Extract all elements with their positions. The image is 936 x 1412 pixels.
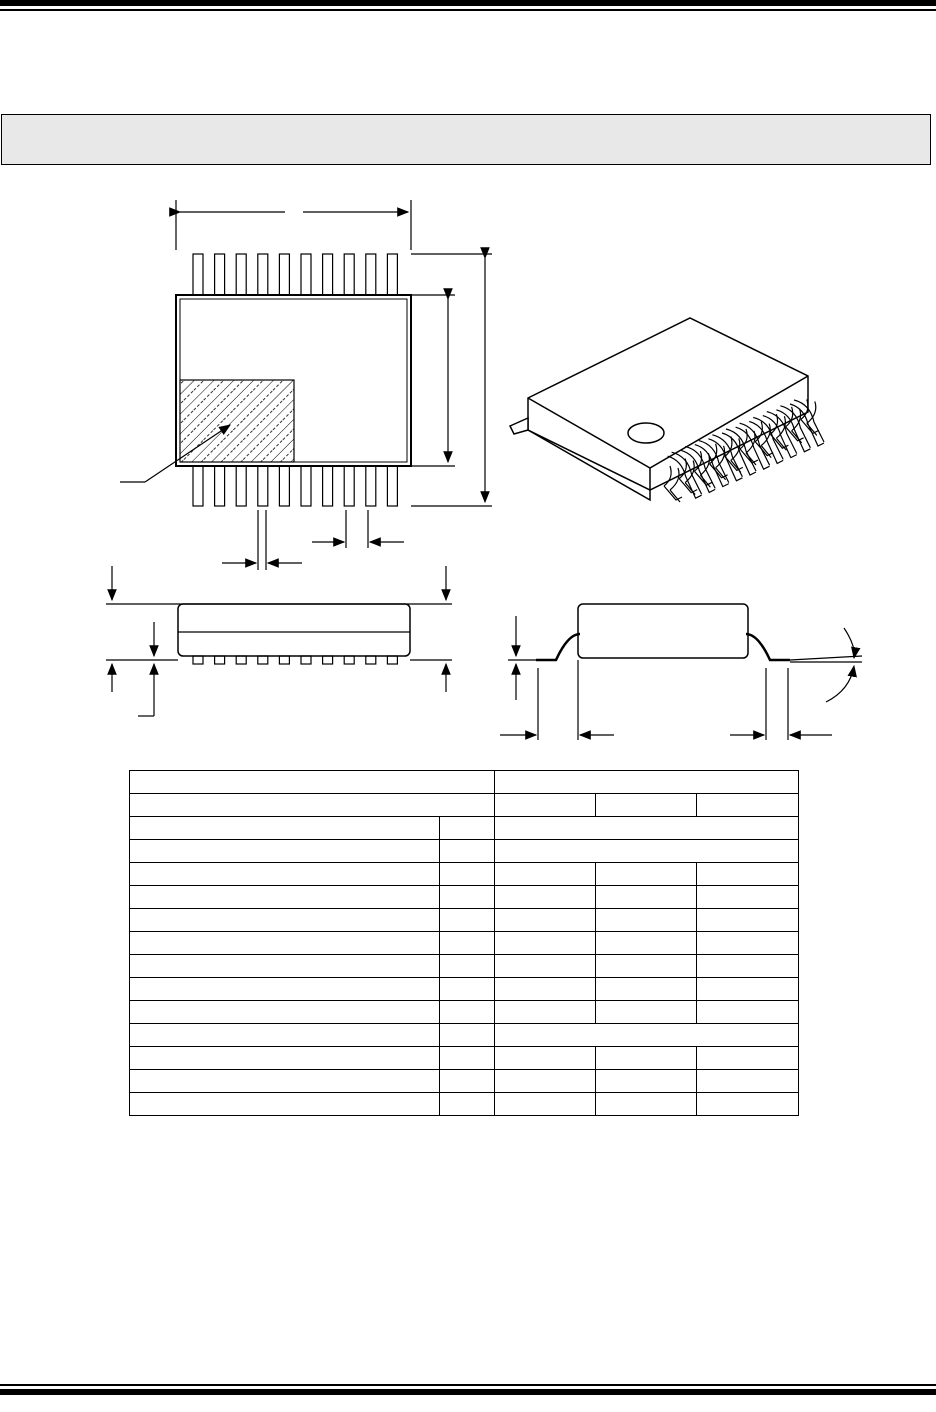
- table-cell: [596, 909, 697, 932]
- table-cell: [495, 909, 596, 932]
- table-row: [130, 886, 799, 909]
- table-cell: [440, 909, 495, 932]
- table-cell: [130, 978, 440, 1001]
- table-cell: [440, 817, 495, 840]
- isometric-view: [510, 318, 824, 502]
- table-cell: [130, 1047, 440, 1070]
- lead-bottom: [344, 466, 354, 506]
- table-cell: [440, 932, 495, 955]
- top-view: [120, 200, 492, 570]
- table-cell: [697, 932, 799, 955]
- table-cell: [697, 863, 799, 886]
- table-cell: [130, 1001, 440, 1024]
- header-rule-thick: [0, 0, 936, 6]
- table-cell: [130, 1093, 440, 1116]
- table-cell: [596, 932, 697, 955]
- table-cell: [130, 886, 440, 909]
- table-cell: [495, 771, 799, 794]
- lead-side: [236, 656, 246, 664]
- table-cell: [697, 886, 799, 909]
- table-cell: [440, 955, 495, 978]
- table-cell: [495, 932, 596, 955]
- dimension-table: [129, 770, 799, 1116]
- lead-bottom: [215, 466, 225, 506]
- table-row: [130, 955, 799, 978]
- table-cell: [440, 1070, 495, 1093]
- table-row: [130, 863, 799, 886]
- lead-bottom: [258, 466, 268, 506]
- header-rule-thin: [0, 9, 936, 11]
- table-cell: [495, 1001, 596, 1024]
- table-row: [130, 932, 799, 955]
- table-row: [130, 1047, 799, 1070]
- table-row: [130, 1001, 799, 1024]
- table-cell: [596, 1001, 697, 1024]
- table-cell: [596, 955, 697, 978]
- table-cell: [697, 978, 799, 1001]
- lead-side: [387, 656, 397, 664]
- package-title-band: [1, 114, 931, 165]
- table-cell: [495, 886, 596, 909]
- table-cell: [130, 840, 440, 863]
- table-cell: [495, 1047, 596, 1070]
- lead-top: [279, 254, 289, 295]
- table-cell: [495, 955, 596, 978]
- table-row: [130, 1070, 799, 1093]
- lead-top: [323, 254, 333, 295]
- end-view: [500, 604, 862, 740]
- lead-top: [215, 254, 225, 295]
- table-row: [130, 817, 799, 840]
- table-cell: [440, 863, 495, 886]
- package-outline-drawing: [0, 170, 936, 750]
- table-cell: [130, 955, 440, 978]
- table-cell: [596, 1093, 697, 1116]
- lead-side: [344, 656, 354, 664]
- lead-side: [279, 656, 289, 664]
- table-cell: [495, 863, 596, 886]
- table-cell: [596, 886, 697, 909]
- lead-side: [301, 656, 311, 664]
- lead-top: [258, 254, 268, 295]
- lead-side: [258, 656, 268, 664]
- table-cell: [130, 863, 440, 886]
- table-row: [130, 771, 799, 794]
- table-row: [130, 909, 799, 932]
- table-cell: [697, 909, 799, 932]
- table-cell: [495, 817, 799, 840]
- table-row: [130, 1024, 799, 1047]
- table-cell: [697, 1070, 799, 1093]
- lead-bottom: [279, 466, 289, 506]
- table-cell: [495, 794, 596, 817]
- table-cell: [596, 978, 697, 1001]
- lead-top: [344, 254, 354, 295]
- table-cell: [697, 1047, 799, 1070]
- table-row: [130, 794, 799, 817]
- table-cell: [596, 863, 697, 886]
- table-cell: [440, 840, 495, 863]
- table-row: [130, 1093, 799, 1116]
- table-cell: [440, 1001, 495, 1024]
- lead-bottom: [323, 466, 333, 506]
- lead-top: [366, 254, 376, 295]
- table-cell: [440, 1047, 495, 1070]
- table-cell: [596, 1070, 697, 1093]
- table-cell: [130, 1024, 440, 1047]
- lead-top: [387, 254, 397, 295]
- table-cell: [130, 771, 495, 794]
- table-cell: [130, 909, 440, 932]
- footer-rule-thick: [0, 1389, 936, 1395]
- table-cell: [697, 1093, 799, 1116]
- table-cell: [130, 1070, 440, 1093]
- lead-bottom: [301, 466, 311, 506]
- lead-top: [301, 254, 311, 295]
- table-cell: [130, 794, 495, 817]
- table-cell: [697, 1001, 799, 1024]
- lead-top: [193, 254, 203, 295]
- table-cell: [440, 886, 495, 909]
- lead-side: [366, 656, 376, 664]
- lead-side: [323, 656, 333, 664]
- table-cell: [495, 978, 596, 1001]
- lead-side: [215, 656, 225, 664]
- table-cell: [130, 817, 440, 840]
- table-cell: [495, 1093, 596, 1116]
- lead-bottom: [366, 466, 376, 506]
- table-cell: [440, 978, 495, 1001]
- table-cell: [596, 1047, 697, 1070]
- lead-bottom: [236, 466, 246, 506]
- table-cell: [697, 794, 799, 817]
- table-row: [130, 978, 799, 1001]
- table-cell: [440, 1093, 495, 1116]
- table-cell: [130, 932, 440, 955]
- footer-rule-thin: [0, 1384, 936, 1386]
- lead-bottom: [193, 466, 203, 506]
- table-cell: [495, 1024, 799, 1047]
- lead-top: [236, 254, 246, 295]
- lead-bottom: [387, 466, 397, 506]
- table-cell: [495, 840, 799, 863]
- table-row: [130, 840, 799, 863]
- table-cell: [495, 1070, 596, 1093]
- table-cell: [697, 955, 799, 978]
- table-cell: [596, 794, 697, 817]
- lead-side: [193, 656, 203, 664]
- table-cell: [440, 1024, 495, 1047]
- side-view: [106, 566, 452, 716]
